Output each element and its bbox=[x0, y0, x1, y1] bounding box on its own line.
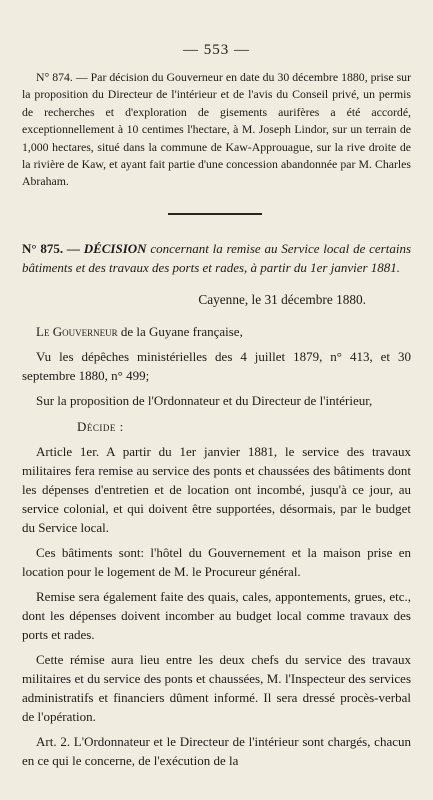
notice-875-keyword: DÉCISION bbox=[83, 241, 147, 256]
notice-874-text: N° 874. — Par décision du Gouverneur en date du 30 décembre 1880, prise sur la proposition du Directeur de l'intérieur et de l'avis du Conseil privé, un permis de recherches et d'exploration de gisements aurifères a été accordé, exceptionnellement à 10 centimes l'hectare, à M. Joseph Lindor, sur un terrain de 1,000 hectares, situé dans la commune de Kaw-Approuague, sur la rive droite de la rivière de Kaw, et ayant fait partie d'une concession abandonnée par M. Charles Abraham. bbox=[22, 70, 411, 189]
notice-875 bbox=[22, 239, 411, 770]
cette-remise-paragraph: Cette rémise aura lieu entre les deux chefs du service des travaux militaires et du service des ponts et chaussées, M. l'Inspecteur des services administratifs et financiers dûment informé. Il sera dressé procès-verbal de l'opération. bbox=[22, 652, 411, 724]
notice-875-number: N° 875. — bbox=[22, 241, 80, 256]
section-divider bbox=[168, 213, 262, 215]
visa-paragraph: Vu les dépêches ministérielles des 4 juillet 1879, n° 413, et 30 septembre 1880, n° 499; bbox=[22, 349, 411, 383]
governor-prefix: Le Gouverneur bbox=[36, 324, 118, 339]
article-1: Article 1er. A partir du 1er janvier 1881, le service des travaux militaires fera remise au service des ponts et chaussées des bâtiments dont les dépenses d'entretien et de location ont incombé, jusqu'à ce jour, au service colonial, et qui doivent être supportées, désormais, par le budget du Service local. bbox=[22, 444, 411, 535]
article-2: Art. 2. L'Ordonnateur et le Directeur de l'intérieur sont chargés, chacun en ce qui le concerne, de l'exécution de la bbox=[22, 734, 411, 768]
page-number: — 553 — bbox=[183, 42, 250, 58]
place-date: Cayenne, le 31 décembre 1880. bbox=[198, 292, 366, 307]
governor-rest: de la Guyane française, bbox=[120, 324, 243, 339]
notice-875-title bbox=[22, 239, 411, 277]
notice-875-title-rest: concernant la remise au Service local de certains bâtiments et des travaux des ports et rades, à partir du 1er janvier 1881. bbox=[22, 241, 412, 275]
decide-heading: Décide : bbox=[77, 419, 124, 434]
governor-line bbox=[22, 322, 411, 341]
proposal-paragraph: Sur la proposition de l'Ordonnateur et du Directeur de l'intérieur, bbox=[36, 393, 373, 408]
remise-paragraph: Remise sera également faite des quais, cales, appontements, grues, etc., dont les dépenses doivent incomber au budget local comme travaux des ports et rades. bbox=[22, 589, 411, 642]
notice-874 bbox=[22, 69, 411, 191]
buildings-paragraph: Ces bâtiments sont: l'hôtel du Gouvernement et la maison prise en location pour le logement de M. le Procureur général. bbox=[22, 545, 411, 579]
